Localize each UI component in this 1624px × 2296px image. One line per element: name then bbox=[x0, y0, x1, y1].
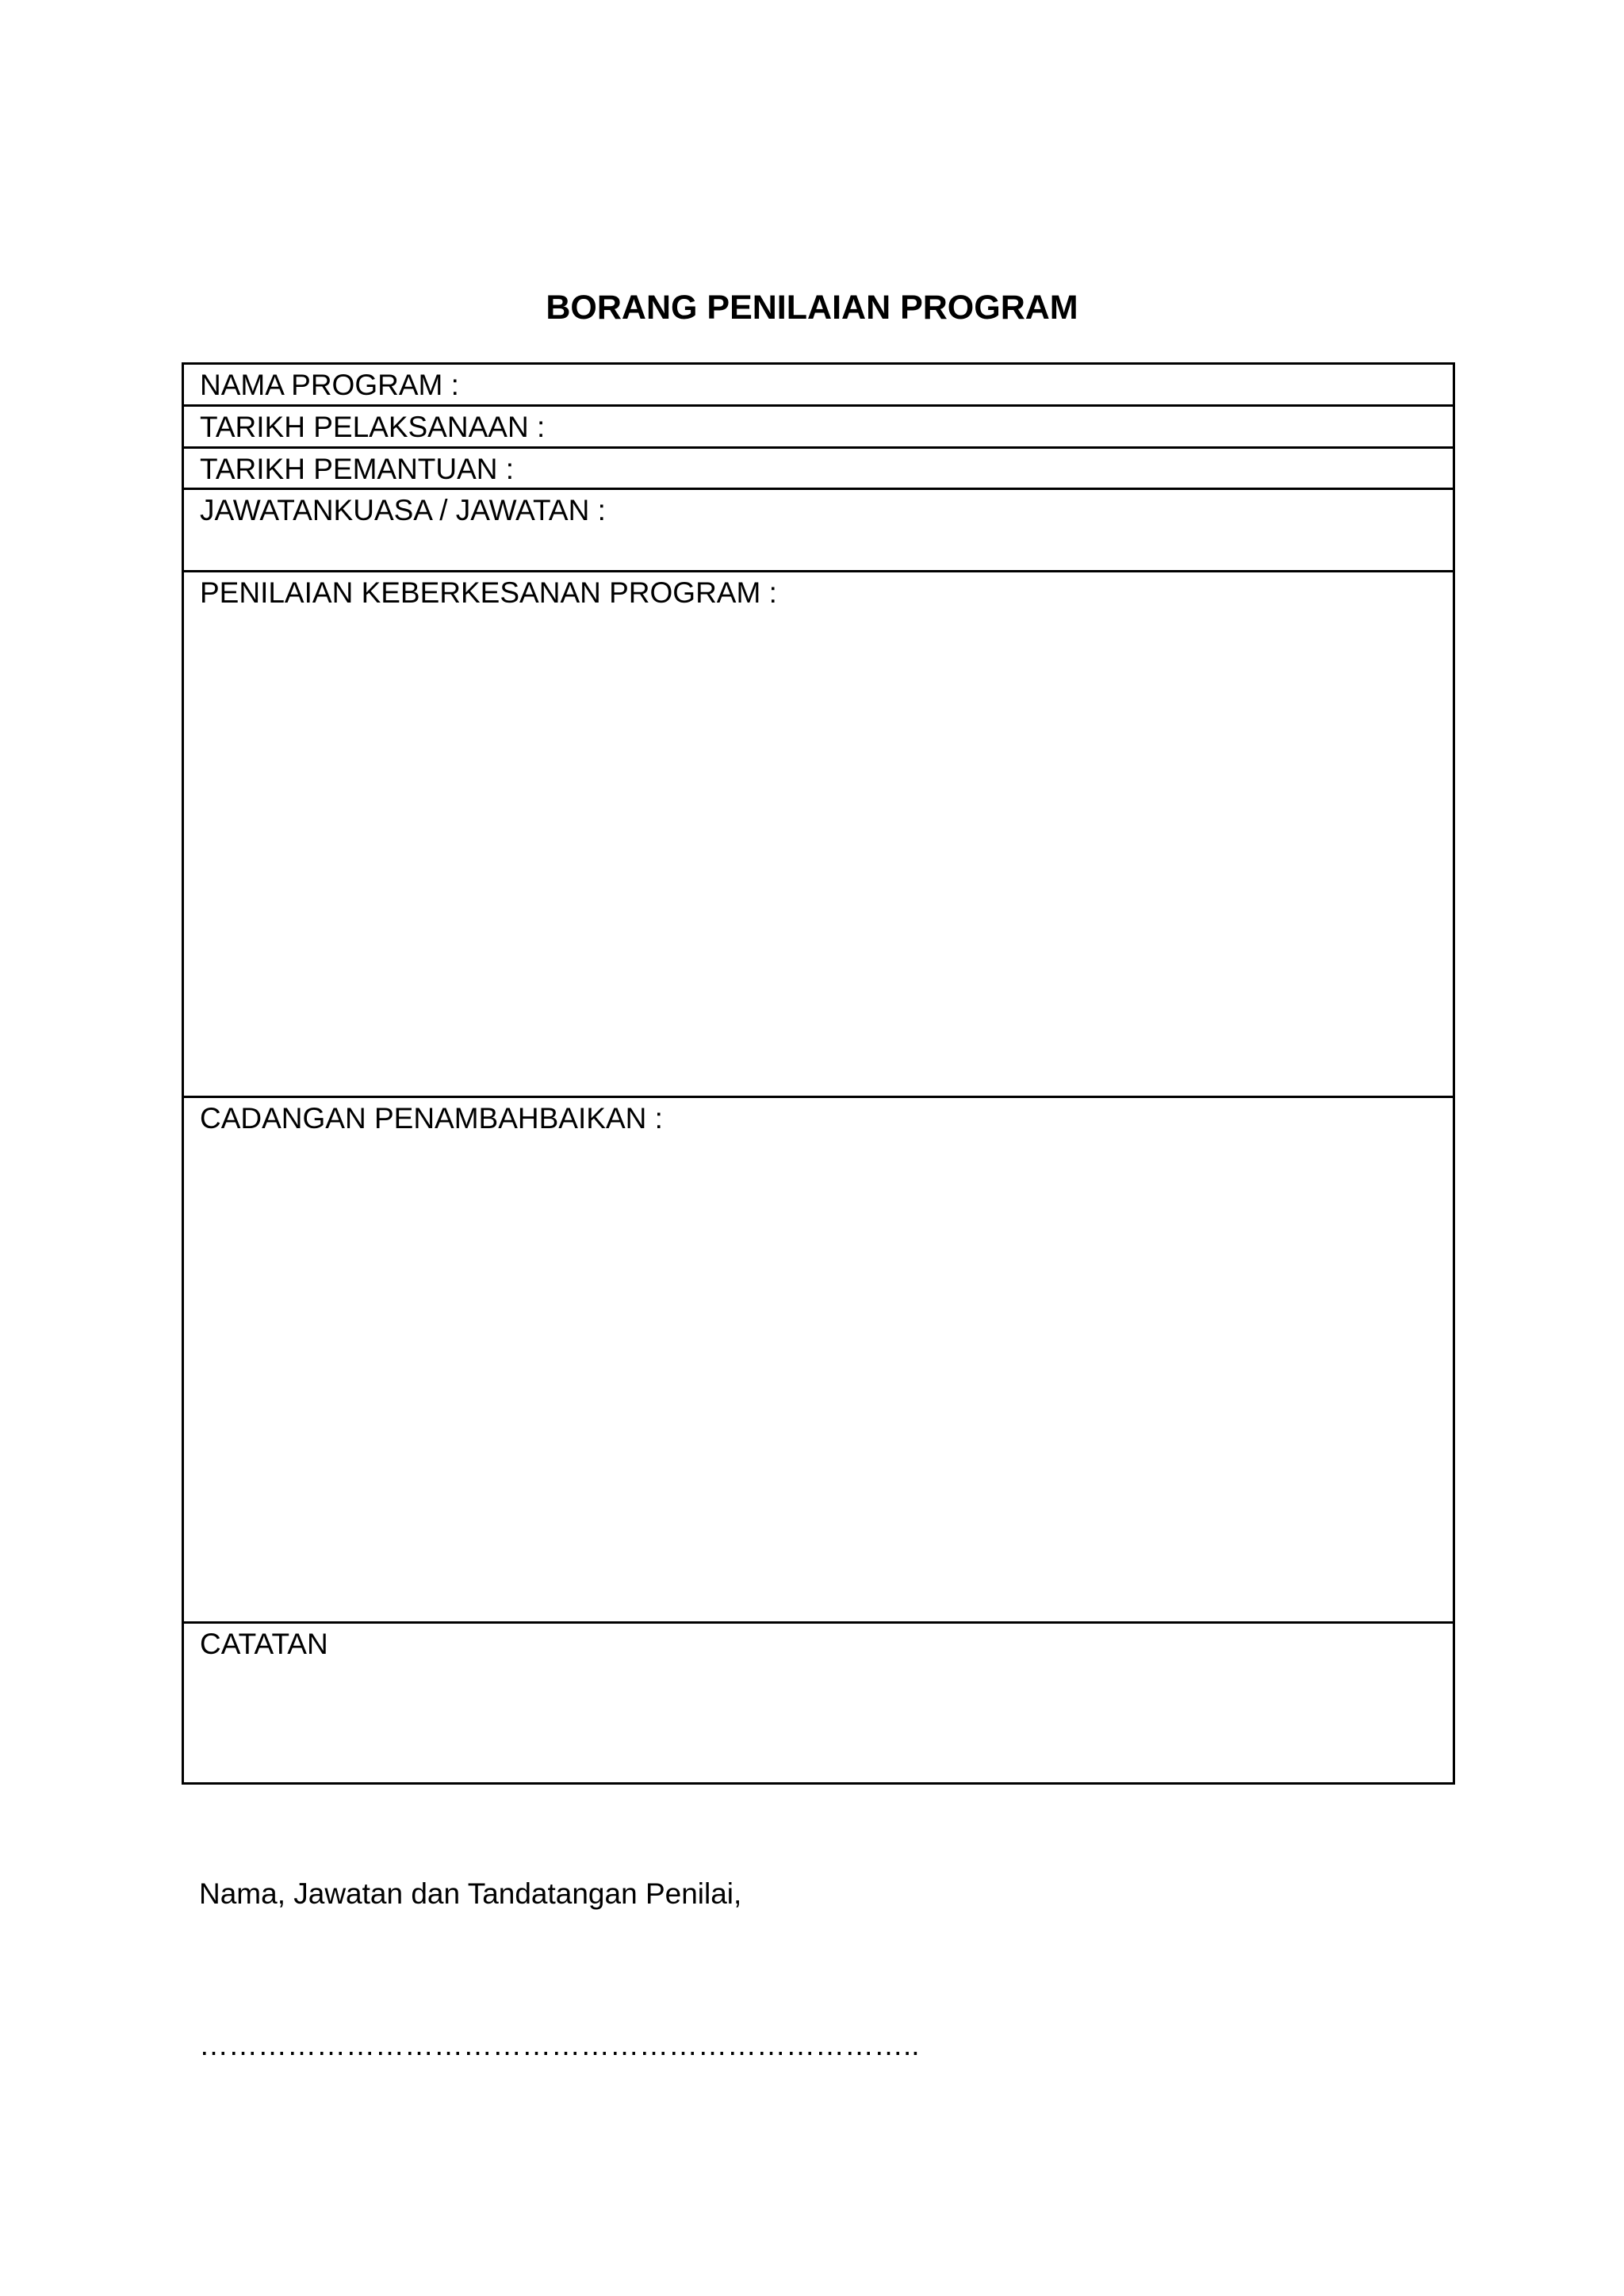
form-label-program-name: NAMA PROGRAM : bbox=[200, 369, 459, 401]
form-row-effectiveness-assessment[interactable] bbox=[184, 572, 1453, 1098]
form-label-effectiveness-assessment: PENILAIAN KEBERKESANAN PROGRAM : bbox=[200, 576, 777, 609]
form-row-implementation-date[interactable] bbox=[184, 407, 1453, 449]
form-row-program-name[interactable] bbox=[184, 365, 1453, 407]
assessment-form-table bbox=[182, 362, 1455, 1785]
form-row-committee[interactable] bbox=[184, 490, 1453, 572]
form-label-committee: JAWATANKUASA / JAWATAN : bbox=[200, 494, 606, 526]
page-title: BORANG PENILAIAN PROGRAM bbox=[546, 289, 1078, 327]
form-row-improvement-suggestions[interactable] bbox=[184, 1098, 1453, 1624]
signature-label: Nama, Jawatan dan Tandatangan Penilai, bbox=[199, 1877, 742, 1910]
form-label-implementation-date: TARIKH PELAKSANAAN : bbox=[200, 411, 546, 443]
form-label-improvement-suggestions: CADANGAN PENAMBAHBAIKAN : bbox=[200, 1102, 663, 1135]
form-label-notes: CATATAN bbox=[200, 1628, 328, 1660]
signature-line[interactable]: ……………………………………………………………….. bbox=[199, 2029, 920, 2061]
form-row-monitoring-date[interactable] bbox=[184, 449, 1453, 490]
form-row-notes[interactable] bbox=[184, 1624, 1453, 1782]
form-label-monitoring-date: TARIKH PEMANTUAN : bbox=[200, 453, 515, 485]
